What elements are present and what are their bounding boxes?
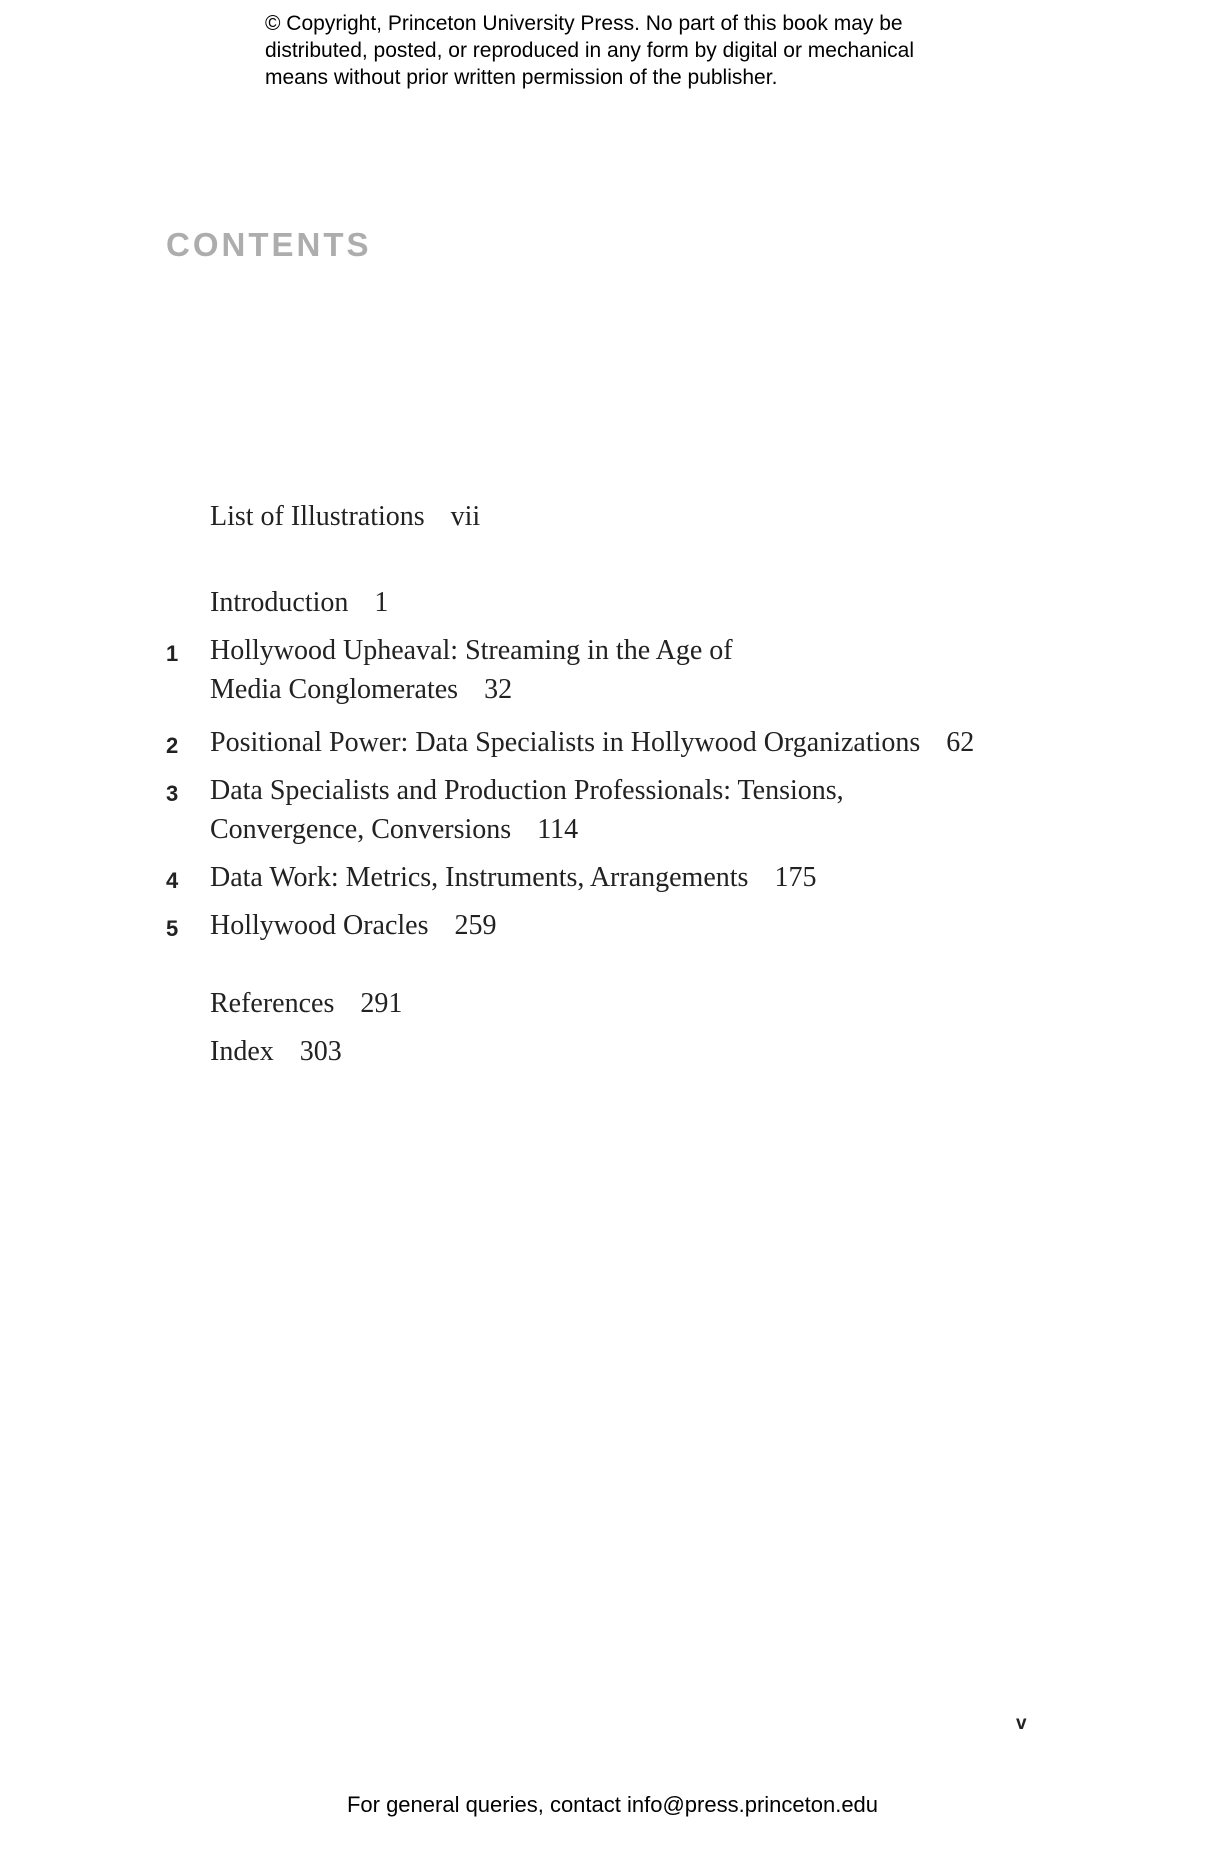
chapter-number: 4: [166, 868, 179, 893]
toc-entry-title-line: Positional Power: Data Specialists in Hollywood Organizations: [210, 727, 921, 758]
chapter-number: 3: [166, 781, 179, 806]
copyright-line: distributed, posted, or reproduced in any form by digital or mechanical: [265, 39, 915, 62]
chapter-number: 2: [166, 733, 179, 758]
toc-entry-page: 291: [360, 988, 403, 1019]
toc-entry-title: Introduction: [210, 587, 349, 618]
toc-entry-index[interactable]: [210, 1032, 342, 1071]
toc-entry-page: 1: [374, 587, 389, 618]
copyright-notice: [265, 10, 1025, 91]
toc-entry-page: 62: [946, 727, 975, 758]
toc-entry-title-line: Data Work: Metrics, Instruments, Arrangements: [210, 862, 749, 893]
copyright-line: © Copyright, Princeton University Press. No part of this book may be: [265, 12, 903, 35]
toc-entry-introduction[interactable]: [210, 583, 388, 622]
footer-contact: For general queries, contact info@press.princeton.edu: [346, 1792, 879, 1817]
toc-entry-chapter-3[interactable]: [210, 771, 844, 849]
toc-entry-page: 114: [537, 814, 579, 845]
toc-entry-title-line: Hollywood Upheaval: Streaming in the Age of: [210, 635, 733, 666]
page-number: v: [1016, 1713, 1027, 1734]
toc-entry-title: References: [210, 988, 335, 1019]
toc-entry-page: 32: [484, 674, 513, 705]
toc-entry-chapter-2[interactable]: [210, 723, 974, 762]
toc-entry-references[interactable]: [210, 984, 402, 1023]
chapter-number: 1: [166, 641, 179, 666]
toc-entry-list-of-illustrations[interactable]: [210, 497, 480, 536]
toc-entry-title-line: Data Specialists and Production Professionals: Tensions,: [210, 775, 844, 806]
toc-entry-chapter-5[interactable]: [210, 906, 497, 945]
toc-entry-page: vii: [450, 501, 481, 532]
toc-entry-title: Index: [210, 1036, 274, 1067]
toc-entry-chapter-4[interactable]: [210, 858, 816, 897]
toc-entry-title: List of Illustrations: [210, 501, 425, 532]
copyright-line: means without prior written permission of the publisher.: [265, 66, 778, 89]
toc-entry-title-line: Convergence, Conversions: [210, 814, 512, 845]
toc-entry-page: 303: [299, 1036, 342, 1067]
toc-entry-page: 259: [454, 910, 497, 941]
toc-entry-title-line: Media Conglomerates: [210, 674, 459, 705]
toc-entry-chapter-1[interactable]: [210, 631, 733, 709]
toc-entry-title-line: Hollywood Oracles: [210, 910, 429, 941]
toc-entry-page: 175: [774, 862, 817, 893]
contents-heading: CONTENTS: [166, 226, 372, 263]
chapter-number: 5: [166, 916, 179, 941]
